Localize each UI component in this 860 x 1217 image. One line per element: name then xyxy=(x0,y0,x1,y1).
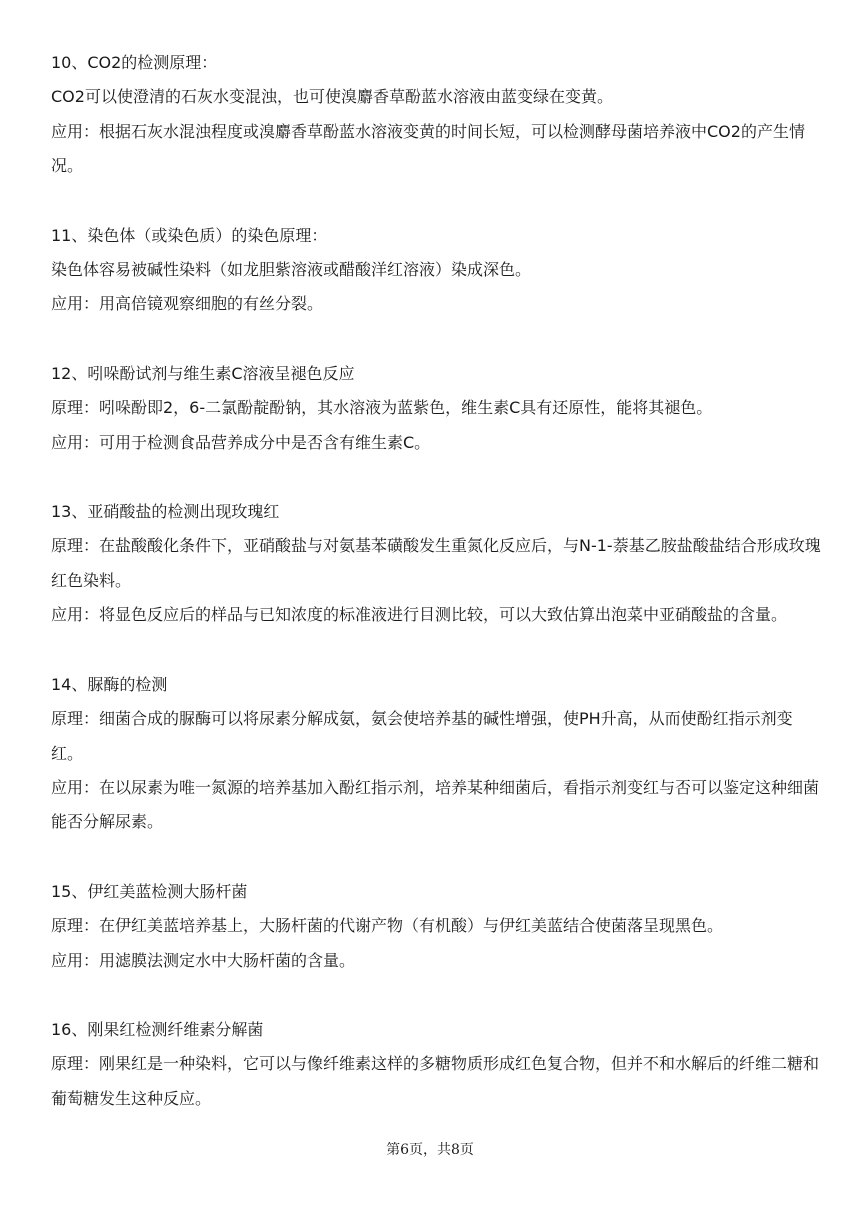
section-title: 10、CO2的检测原理： xyxy=(51,53,218,72)
principle-text: 原理：细菌合成的脲酶可以将尿素分解成氨，氨会使培养基的碱性增强，使PH升高，从而使酚红指示剂变红。 xyxy=(51,709,793,763)
application-text: 应用：用高倍镜观察细胞的有丝分裂。 xyxy=(51,294,324,314)
section-emb-ecoli xyxy=(51,875,821,978)
principle-text: 染色体容易被碱性染料（如龙胆紫溶液或醋酸洋红溶液）染成深色。 xyxy=(51,260,532,280)
section-nitrite-detection xyxy=(51,495,821,633)
application-text: 应用：根据石灰水混浊程度或溴麝香草酚蓝水溶液变黄的时间长短，可以检测酵母菌培养液中CO2的产生情况。 xyxy=(51,121,805,176)
section-title: 13、亚硝酸盐的检测出现玫瑰红 xyxy=(51,502,280,522)
section-title: 14、脲酶的检测 xyxy=(51,674,168,694)
principle-text: 原理：刚果红是一种染料，它可以与像纤维素这样的多糖物质形成红色复合物，但并不和水解后的纤维二糖和葡萄糖发生这种反应。 xyxy=(51,1054,820,1108)
section-urease-detection xyxy=(51,668,821,840)
section-title: 15、伊红美蓝检测大肠杆菌 xyxy=(51,881,248,901)
section-title: 11、染色体（或染色质）的染色原理： xyxy=(51,225,328,245)
section-congo-red-cellulose xyxy=(51,1013,821,1116)
document-body xyxy=(51,46,821,1116)
application-text: 应用：在以尿素为唯一氮源的培养基加入酚红指示剂，培养某种细菌后，看指示剂变红与否可以鉴定这种细菌能否分解尿素。 xyxy=(51,777,820,832)
principle-text: 原理：在伊红美蓝培养基上，大肠杆菌的代谢产物（有机酸）与伊红美蓝结合使菌落呈现黑色。 xyxy=(51,916,724,936)
section-chromosome-staining xyxy=(51,219,821,322)
section-indophenol-vitamin-c xyxy=(51,357,821,460)
application-text: 应用：将显色反应后的样品与已知浓度的标准液进行目测比较，可以大致估算出泡菜中亚硝酸盐的含量。 xyxy=(51,605,788,625)
principle-text: 原理：吲哚酚即2，6-二氯酚靛酚钠，其水溶液为蓝紫色，维生素C具有还原性，能将其褪色。 xyxy=(51,398,713,418)
section-title: 12、吲哚酚试剂与维生素C溶液呈褪色反应 xyxy=(51,363,355,383)
section-title: 16、刚果红检测纤维素分解菌 xyxy=(51,1019,264,1039)
application-text: 应用：用滤膜法测定水中大肠杆菌的含量。 xyxy=(51,950,356,970)
application-text: 应用：可用于检测食品营养成分中是否含有维生素C。 xyxy=(51,432,431,452)
principle-text: CO2可以使澄清的石灰水变混浊，也可使溴麝香草酚蓝水溶液由蓝变绿在变黄。 xyxy=(51,87,613,107)
section-co2-detection xyxy=(51,46,821,184)
page-number-footer: 第6页，共8页 xyxy=(386,1142,474,1158)
principle-text: 原理：在盐酸酸化条件下，亚硝酸盐与对氨基苯磺酸发生重氮化反应后，与N-1-萘基乙胺盐酸盐结合形成玫瑰红色染料。 xyxy=(51,536,821,590)
